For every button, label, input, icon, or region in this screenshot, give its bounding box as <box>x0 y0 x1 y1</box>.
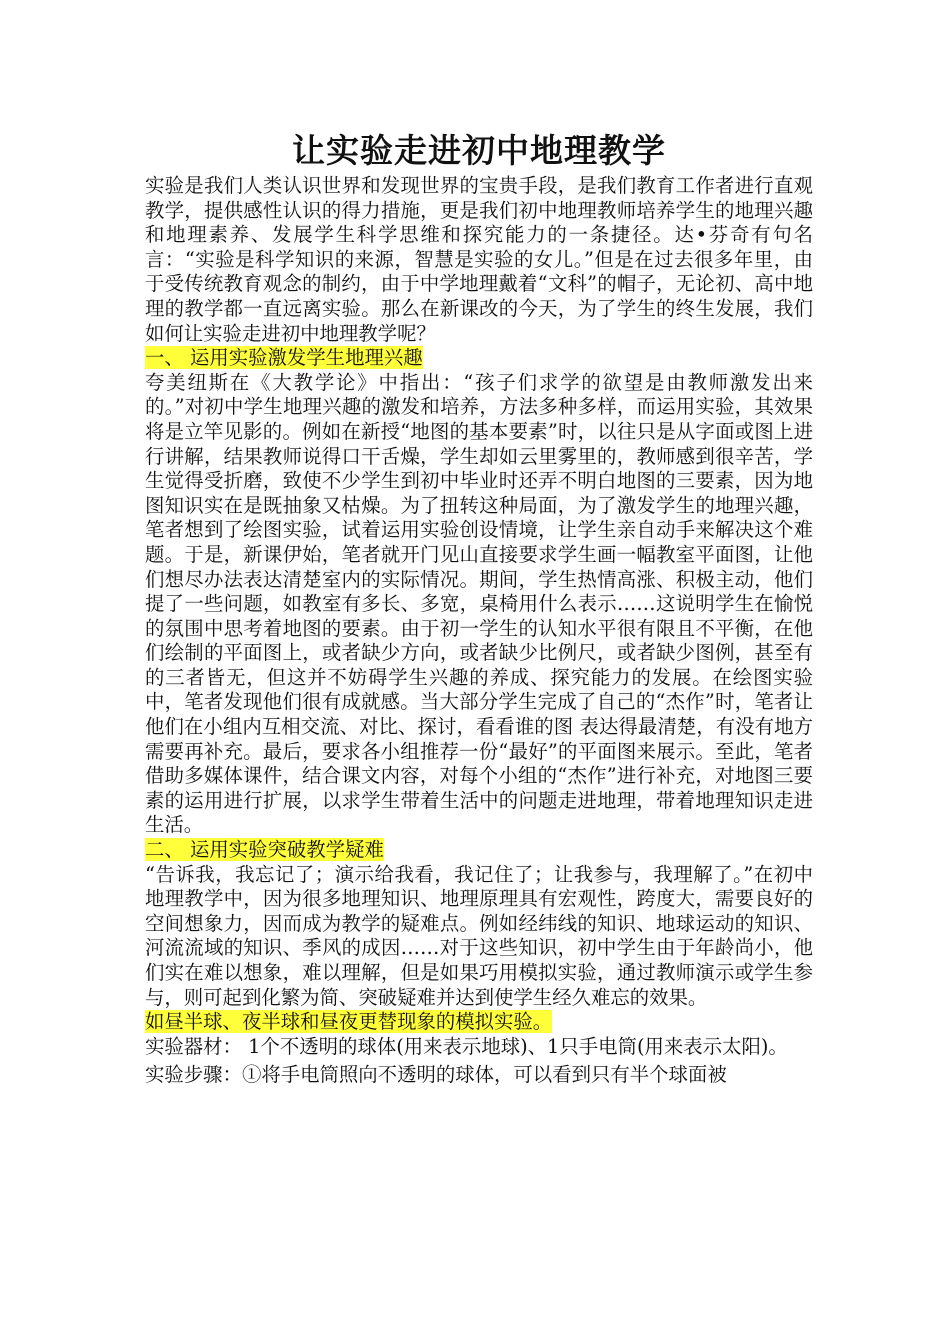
section-2-paragraph: “告诉我，我忘记了；演示给我看，我记住了；让我参与，我理解了。”在初中地理教学中，因为很多地理知识、地理原理具有宏观性，跨度大，需要良好的空间想象力，因而成为教学的疑难点。例如经纬线的知识、地球运动的知识、河流流域的知识、季风的成因……对于这些知识，初中学生由于年龄尚小，他们实在难以想象，难以理解，但是如果巧用模拟实验，通过教师演示或学生参与，则可起到化繁为简、突破疑难并达到使学生经久难忘的效果。 <box>145 862 813 1009</box>
steps-paragraph: 实验步骤：①将手电筒照向不透明的球体，可以看到只有半个球面被 <box>145 1063 727 1087</box>
document-page <box>145 128 813 1088</box>
materials-paragraph: 实验器材： 1个不透明的球体(用来表示地球)、1只手电筒(用来表示太阳)。 <box>145 1034 788 1058</box>
section-2-heading-line <box>145 838 813 863</box>
section-1-heading: 一、 运用实验激发学生地理兴趣 <box>145 346 423 370</box>
section-2-heading: 二、 运用实验突破教学疑难 <box>145 838 384 862</box>
experiment-heading-line <box>145 1010 813 1035</box>
section-1-paragraph: 夸美纽斯在《大教学论》中指出：“孩子们求学的欲望是由教师激发出来的。”对初中学生地理兴趣的激发和培养，方法多种多样，而运用实验，其效果将是立竿见影的。例如在新授“地图的基本要素”时，以往只是从字面或图上进行讲解，结果教师说得口干舌燥，学生却如云里雾里的，教师感到很辛苦，学生觉得受折磨，致使不少学生到初中毕业时还弄不明白地图的三要素，因为地图知识实在是既抽象又枯燥。为了扭转这种局面，为了激发学生的地理兴趣，笔者想到了绘图实验，试着运用实验创设情境，让学生亲自动手来解决这个难题。于是，新课伊始，笔者就开门见山直接要求学生画一幅教室平面图，让他们想尽办法表达清楚室内的实际情况。期间，学生热情高涨、积极主动，他们提了一些问题，如教室有多长、多宽，桌椅用什么表示……这说明学生在愉悦的氛围中思考着地图的要素。由于初一学生的认知水平很有限且不平衡，在他们绘制的平面图上，或者缺少方向，或者缺少比例尺，或者缺少图例，甚至有的三者皆无，但这并不妨碍学生兴趣的养成、探究能力的发展。在绘图实验中，笔者发现他们很有成就感。当大部分学生完成了自己的“杰作”时，笔者让他们在小组内互相交流、对比、探讨，看看谁的图 表达得最清楚，有没有地方需要再补充。最后，要求各小组推荐一份“最好”的平面图来展示。至此，笔者借助多媒体课件，结合课文内容，对每个小组的“杰作”进行补充，对地图三要素的运用进行扩展，以求学生带着生活中的问题走进地理，带着地理知识走进生活。 <box>145 370 813 837</box>
section-1-heading-line <box>145 346 813 371</box>
intro-paragraph: 实验是我们人类认识世界和发现世界的宝贵手段，是我们教育工作者进行直观教学，提供感性认识的得力措施，更是我们初中地理教师培养学生的地理兴趣和地理素养、发展学生科学思维和探究能力的一条捷径。达•芬奇有句名言：“实验是科学知识的来源，智慧是实验的女儿。”但是在过去很多年里，由于受传统教育观念的制约，由于中学地理戴着“文科”的帽子，无论初、高中地理的教学都一直远离实验。那么在新课改的今天，为了学生的终生发展，我们如何让实验走进初中地理教学呢？ <box>145 174 813 345</box>
experiment-heading: 如昼半球、夜半球和昼夜更替现象的模拟实验。 <box>145 1010 553 1034</box>
document-title: 让实验走进初中地理教学 <box>292 131 666 170</box>
